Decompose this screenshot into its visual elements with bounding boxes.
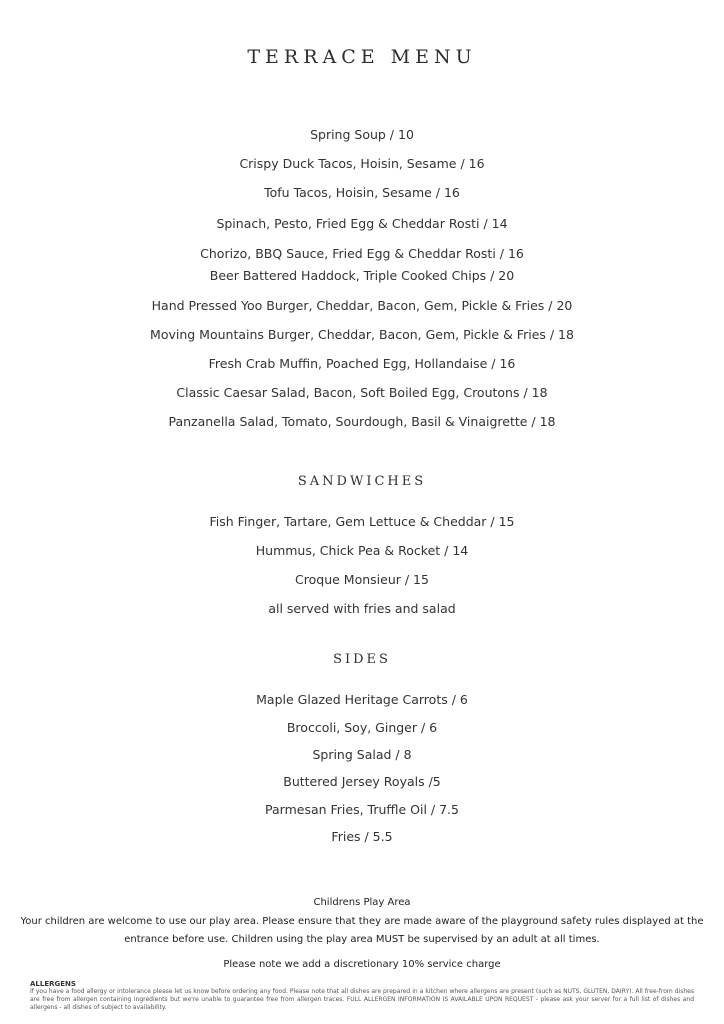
allergens-heading: ALLERGENS (30, 980, 76, 988)
menu-item: Panzanella Salad, Tomato, Sourdough, Basil & Vinaigrette / 18 (168, 414, 556, 429)
menu-item: Parmesan Fries, Truffle Oil / 7.5 (265, 802, 459, 817)
menu-item: Tofu Tacos, Hoisin, Sesame / 16 (264, 185, 460, 200)
allergens-text: If you have a food allergy or intolerance please let us know before ordering any food. Please note that all dishes are prepared in a kitchen where allergens are present (such as NUTS, GLUTEN, DAIRY). All free-from dishes are free from allergen containing ingredients but we're unable to guarantee free from allergen traces. FULL ALLERGEN INFORMATION IS AVAILABLE UPON REQUEST - please ask your server for a full list of dishes and allergens - all dishes of subject to availability. (30, 988, 694, 1011)
menu-note: all served with fries and salad (268, 601, 456, 616)
menu-item: Fresh Crab Muffin, Poached Egg, Hollandaise / 16 (208, 356, 516, 371)
menu-item: Maple Glazed Heritage Carrots / 6 (256, 692, 468, 707)
section-heading-sides: SIDES (333, 652, 391, 667)
page-title: TERRACE MENU (247, 46, 477, 68)
menu-item: Chorizo, BBQ Sauce, Fried Egg & Cheddar Rosti / 16 (200, 246, 524, 261)
menu-item: Spinach, Pesto, Fried Egg & Cheddar Rosti / 14 (216, 216, 508, 231)
menu-item: Classic Caesar Salad, Bacon, Soft Boiled Egg, Croutons / 18 (176, 385, 548, 400)
menu-item: Crispy Duck Tacos, Hoisin, Sesame / 16 (239, 156, 485, 171)
menu-item: Moving Mountains Burger, Cheddar, Bacon, Gem, Pickle & Fries / 18 (150, 327, 574, 342)
menu-item: Spring Soup / 10 (310, 127, 414, 142)
menu-item: Spring Salad / 8 (312, 747, 412, 762)
play-area-text: Your children are welcome to use our play area. Please ensure that they are made aware of the playground safety rules displayed at the entrance before use. Children using the play area MUST be supervised by an adult at all times. (20, 916, 704, 945)
play-area-heading: Childrens Play Area (313, 897, 411, 908)
menu-item: Beer Battered Haddock, Triple Cooked Chips / 20 (209, 268, 515, 283)
menu-item: Hand Pressed Yoo Burger, Cheddar, Bacon, Gem, Pickle & Fries / 20 (151, 298, 573, 313)
menu-item: Croque Monsieur / 15 (295, 572, 429, 587)
menu-item: Fish Finger, Tartare, Gem Lettuce & Cheddar / 15 (209, 514, 515, 529)
menu-item: Broccoli, Soy, Ginger / 6 (286, 720, 438, 735)
section-heading-sandwiches: SANDWICHES (297, 474, 427, 489)
menu-item: Hummus, Chick Pea & Rocket / 14 (255, 543, 469, 558)
menu-item: Buttered Jersey Royals /5 (283, 774, 441, 789)
menu-item: Fries / 5.5 (331, 829, 393, 844)
service-charge-note: Please note we add a discretionary 10% service charge (223, 959, 501, 970)
